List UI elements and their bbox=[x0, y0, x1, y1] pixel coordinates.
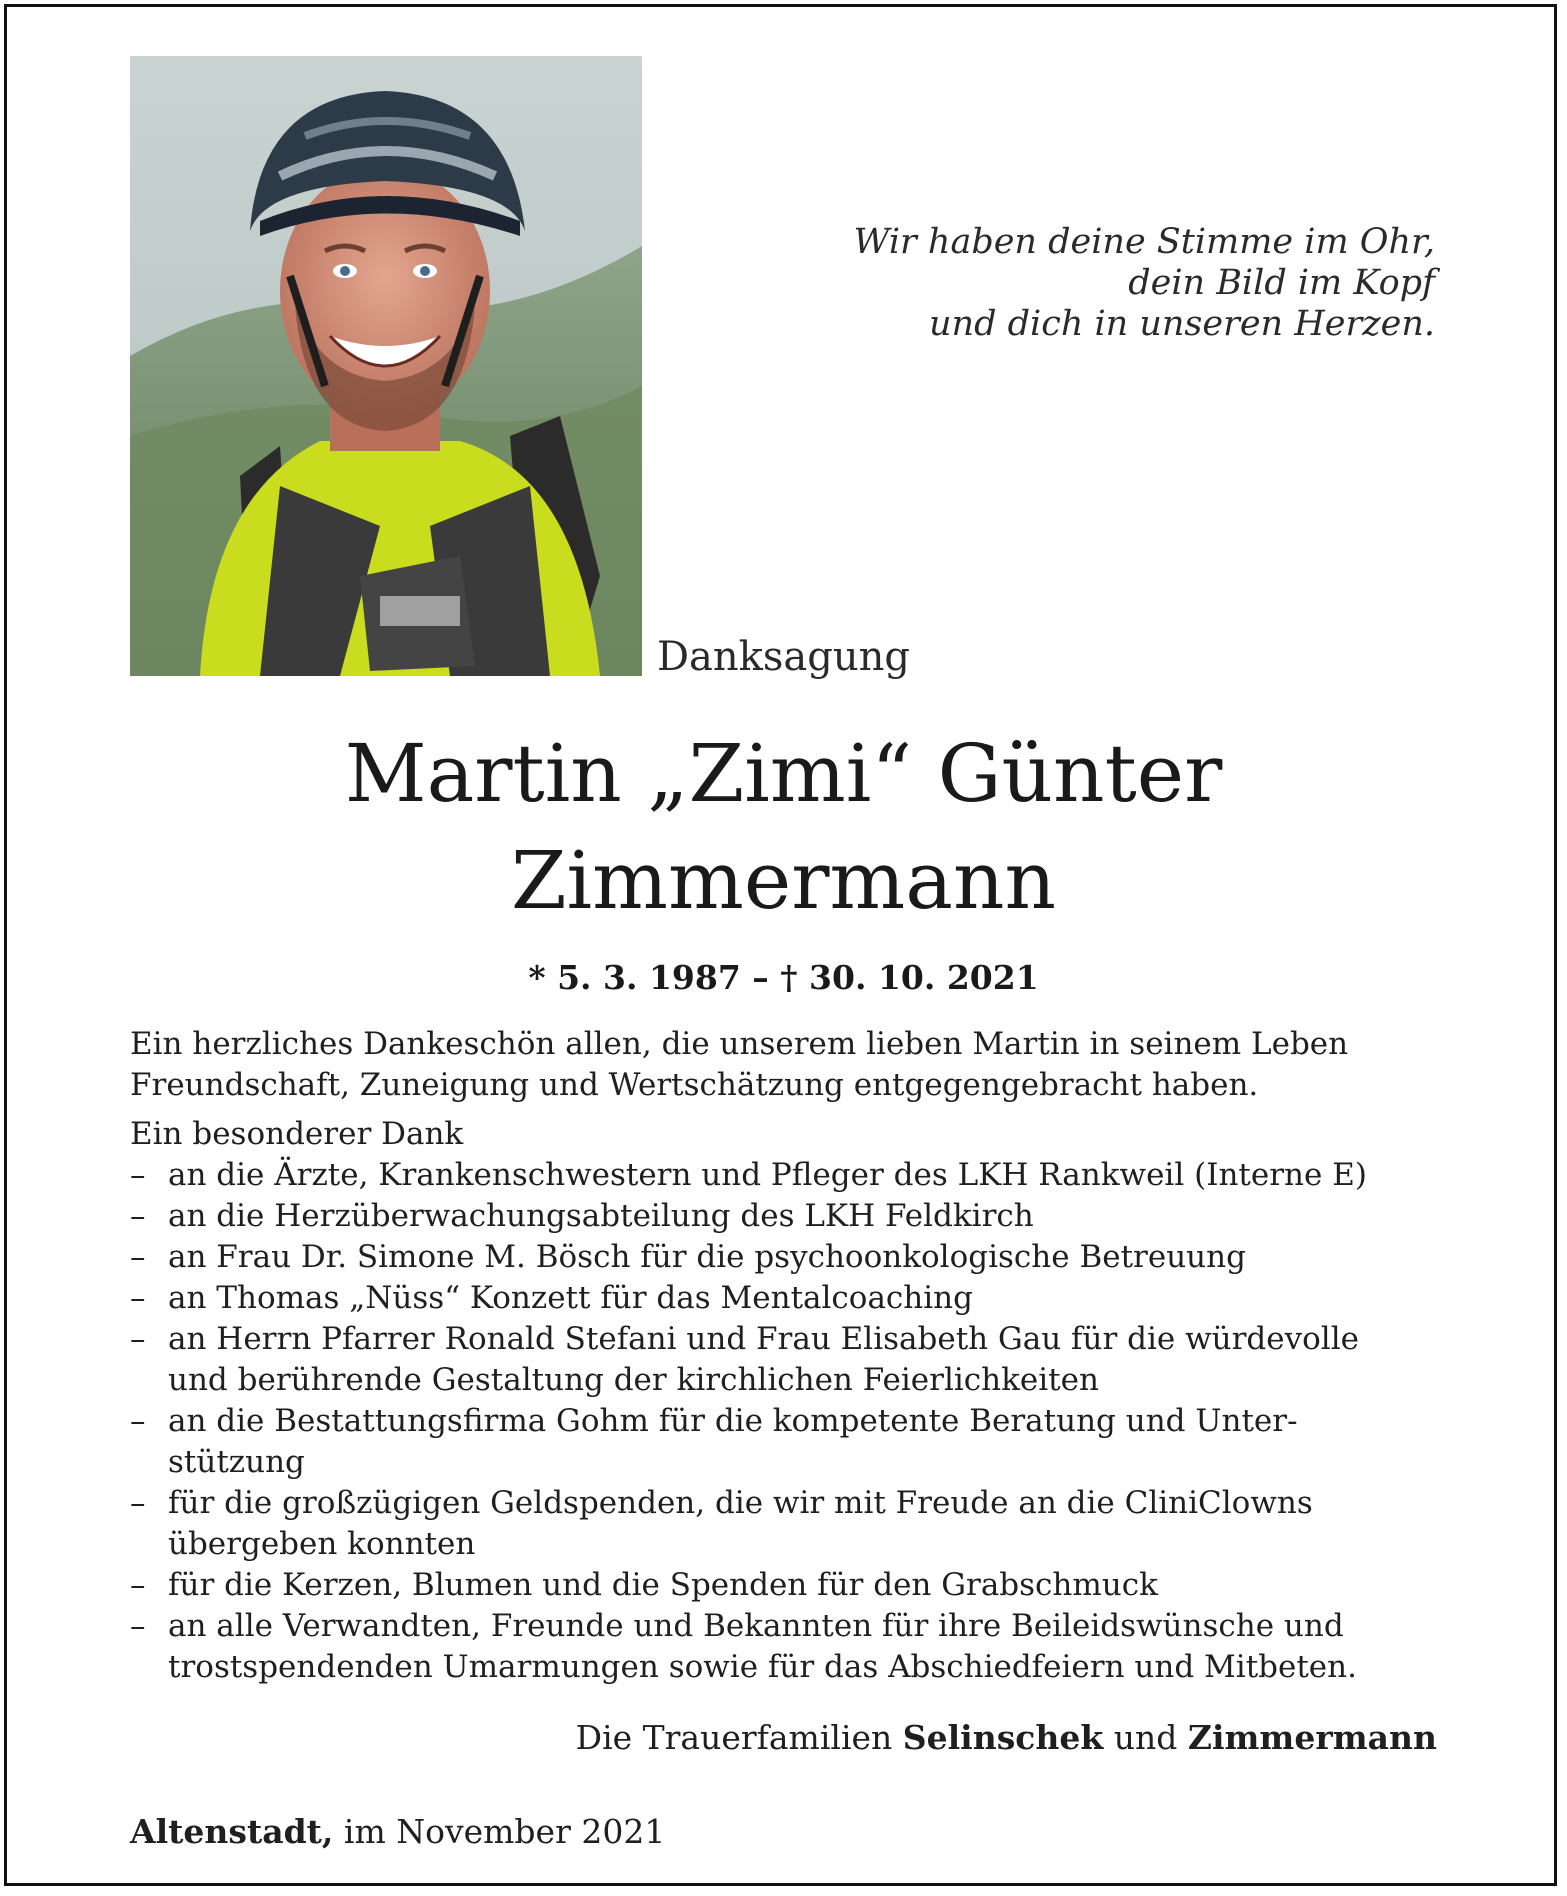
list-item-text: trostspendenden Umarmungen sowie für das Abschiedfeiern und Mitbeten. bbox=[168, 1649, 1357, 1685]
list-item bbox=[130, 1196, 1440, 1237]
dash-bullet: – bbox=[130, 1198, 146, 1234]
life-dates: * 5. 3. 1987 – † 30. 10. 2021 bbox=[528, 958, 1039, 997]
signature-prefix: Die Trauerfamilien bbox=[575, 1718, 893, 1757]
list-item-text: für die Kerzen, Blumen und die Spenden für den Grabschmuck bbox=[168, 1567, 1158, 1603]
thanks-list bbox=[130, 1155, 1440, 1688]
list-item-text: stützung bbox=[168, 1444, 305, 1480]
list-item-text: an Thomas „Nüss“ Konzett für das Mentalcoaching bbox=[168, 1280, 973, 1316]
dash-bullet: – bbox=[130, 1280, 146, 1316]
family-name-2: Zimmermann bbox=[1187, 1718, 1437, 1757]
list-item bbox=[130, 1606, 1440, 1688]
signature-conjunction: und bbox=[1113, 1718, 1178, 1757]
quote-line: und dich in unseren Herzen. bbox=[929, 304, 1435, 344]
thanks-body bbox=[130, 1024, 1440, 1688]
place-name: Altenstadt, bbox=[130, 1812, 334, 1851]
list-item bbox=[130, 1401, 1440, 1483]
deceased-name bbox=[0, 720, 1567, 934]
list-item bbox=[130, 1319, 1440, 1401]
family-name-1: Selinschek bbox=[902, 1718, 1104, 1757]
dash-bullet: – bbox=[130, 1485, 146, 1521]
list-item bbox=[130, 1483, 1440, 1565]
dash-bullet: – bbox=[130, 1239, 146, 1275]
quote-line: Wir haben deine Stimme im Ohr, bbox=[853, 222, 1435, 262]
list-item-text: an die Bestattungsfirma Gohm für die kompetente Beratung und Unter- bbox=[168, 1403, 1298, 1439]
list-item-text: und berührende Gestaltung der kirchlichen Feierlichkeiten bbox=[168, 1362, 1099, 1398]
memorial-quote bbox=[715, 222, 1435, 345]
dash-bullet: – bbox=[130, 1321, 146, 1357]
month-year: im November 2021 bbox=[343, 1812, 666, 1851]
intro-line: Freundschaft, Zuneigung und Wertschätzung entgegengebracht haben. bbox=[130, 1067, 1259, 1103]
signature bbox=[576, 1718, 1437, 1757]
dash-bullet: – bbox=[130, 1157, 146, 1193]
list-item-text: für die großzügigen Geldspenden, die wir mit Freude an die CliniClowns bbox=[168, 1485, 1313, 1521]
dash-bullet: – bbox=[130, 1567, 146, 1603]
list-item-text: an alle Verwandten, Freunde und Bekannten für ihre Beileidswünsche und bbox=[168, 1608, 1344, 1644]
name-line-2: Zimmermann bbox=[510, 834, 1057, 927]
intro-line: Ein herzliches Dankeschön allen, die unserem lieben Martin in seinem Leben bbox=[130, 1026, 1349, 1062]
list-item bbox=[130, 1278, 1440, 1319]
list-item bbox=[130, 1565, 1440, 1606]
heading-danksagung: Danksagung bbox=[656, 634, 911, 680]
list-item-text: an Herrn Pfarrer Ronald Stefani und Frau Elisabeth Gau für die würdevolle bbox=[168, 1321, 1359, 1357]
list-item-text: an die Herzüberwachungsabteilung des LKH Feldkirch bbox=[168, 1198, 1034, 1234]
list-item-text: übergeben konnten bbox=[168, 1526, 476, 1562]
quote-line: dein Bild im Kopf bbox=[1128, 263, 1435, 303]
dash-bullet: – bbox=[130, 1608, 146, 1644]
name-line-1: Martin „Zimi“ Günter bbox=[344, 727, 1223, 820]
list-item bbox=[130, 1155, 1440, 1196]
special-thanks-intro: Ein besonderer Dank bbox=[130, 1116, 464, 1152]
list-item bbox=[130, 1237, 1440, 1278]
list-item-text: an die Ärzte, Krankenschwestern und Pfleger des LKH Rankweil (Interne E) bbox=[168, 1157, 1367, 1193]
portrait-photo bbox=[130, 56, 642, 676]
list-item-text: an Frau Dr. Simone M. Bösch für die psychoonkologische Betreuung bbox=[168, 1239, 1246, 1275]
dash-bullet: – bbox=[130, 1403, 146, 1439]
place-date bbox=[130, 1812, 665, 1851]
